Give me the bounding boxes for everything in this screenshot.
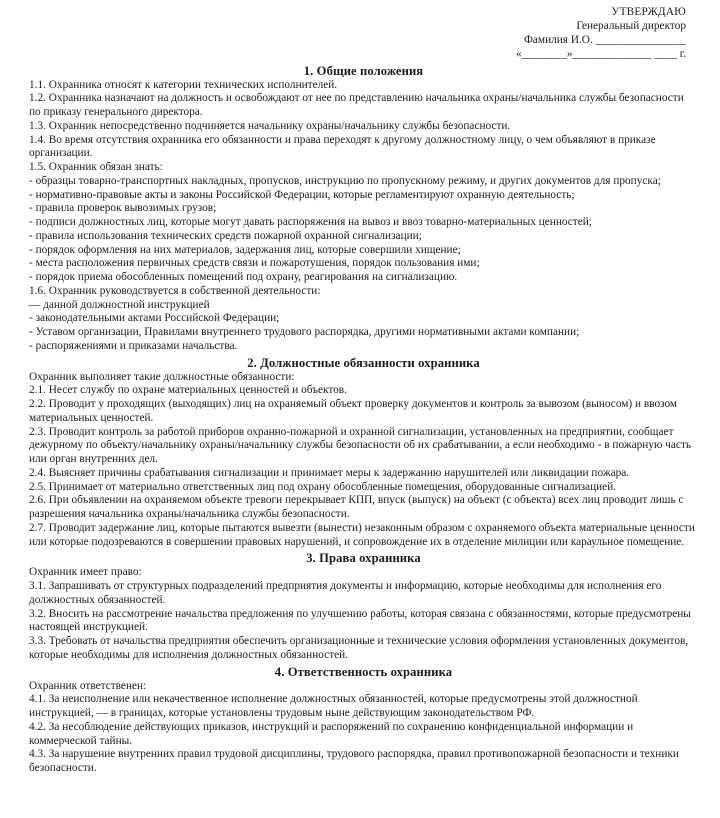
section-body-1 <box>29 79 698 354</box>
list-item: - правила использования технических средств пожарной охранной сигнализации; <box>29 229 422 242</box>
paragraph: 4.2. За несоблюдение действующих приказов, инструкций и распоряжений по сохранению конфиденциальной информации и коммерческой тайны. <box>29 720 634 747</box>
paragraph: 2.1. Несет службу по охране материальных ценностей и объектов. <box>29 384 347 397</box>
approval-position: Генеральный директор <box>576 19 686 32</box>
approval-title: УТВЕРЖДАЮ <box>611 6 686 18</box>
paragraph: 1.3. Охранник непосредственно подчиняется начальнику охраны/начальнику службы безопасности. <box>29 119 511 132</box>
list-item: - места расположения первичных средств связи и пожаротушения, порядок пользования ими; <box>29 257 480 270</box>
section-heading-1: 1. Общие положения <box>303 63 424 78</box>
paragraph: 4.3. За нарушение внутренних правил трудовой дисциплины, трудового распорядка, правил противопожарной безопасности и техники безопасности. <box>29 748 679 775</box>
paragraph: Охранник имеет право: <box>29 566 142 579</box>
list-item: - порядок оформления на них материалов, задержания лиц, которые совершили хищение; <box>29 243 461 256</box>
paragraph: 2.2. Проводит у проходящих (выходящих) лиц на охраняемый объект проверку документов и контроль за вывозом (выносом) и ввозом материальных ценностей. <box>29 398 678 424</box>
list-item: - порядок приема обособленных помещений под охрану, реагирования на сигнализацию. <box>29 271 458 284</box>
paragraph: 1.2. Охранника назначают на должность и освобождают от нее по представлению начальника охраны/начальника службы безопасности по приказу генерального директора. <box>29 92 684 119</box>
section-heading-2: 2. Должностные обязанности охранника <box>247 355 480 370</box>
section-body-3 <box>29 566 698 662</box>
paragraph: 1.1. Охранника относят к категории технических исполнителей. <box>29 78 338 91</box>
section-heading-3: 3. Права охранника <box>306 551 421 566</box>
list-item: - законодательными актами Российской Федерации; <box>29 312 280 325</box>
paragraph: 2.3. Проводит контроль за работой приборов охранно-пожарной и охранной сигнализации, установленных на предприятии, сообщает дежурному по объекту/начальнику охраны/начальнику службы безопасности об их срабатывании, а если необходимо - в пожарную часть или орган внутренних дел. <box>29 425 692 466</box>
list-item: - образцы товарно-транспортных накладных, пропусков, инструкцию по пропускному режиму, и других документов для пропуска; <box>29 174 661 187</box>
paragraph: 2.5. Принимает от материально ответственных лиц под охрану обособленные помещения, оборудованные сигнализацией. <box>29 480 617 493</box>
section-heading-4: 4. Ответственность охранника <box>274 664 453 679</box>
paragraph: 3.2. Вносить на рассмотрение начальства предложения по улучшению работы, которая связана с обязанностями, которые предусмотрены настоящей инструкцией. <box>29 607 691 634</box>
approval-date-line: «________»______________ ____ г. <box>516 47 686 60</box>
paragraph: 1.6. Охранник руководствуется в собственной деятельности: <box>29 284 321 297</box>
paragraph: 1.4. Во время отсутствия охранника его обязанности и права переходят к другому должностному лицу, о чем объявляют в приказе организации. <box>29 133 656 160</box>
list-item: - распоряжениями и приказами начальства. <box>29 339 238 352</box>
paragraph: 2.6. При объявлении на охраняемом объекте тревоги перекрывает КПП, впуск (выпуск) на объект (с объекта) всех лиц проводит лишь с разрешения начальника охраны/начальника службы безопасности. <box>29 494 684 521</box>
paragraph: Охранник выполняет такие должностные обязанности: <box>29 370 295 383</box>
paragraph: 2.7. Проводит задержание лиц, которые пытаются вывезти (вынести) незаконным образом с охраняемого объекта материальные ценности или которые подозреваются в совершении правовых нарушений, и сопровождение их в отделение милиции или караульное помещение. <box>29 521 695 548</box>
list-item: - нормативно-правовые акты и законы Российской Федерации, которые регламентируют охранную деятельность; <box>29 188 575 201</box>
paragraph: 3.1. Запрашивать от структурных подразделений предприятия документы и информацию, которые необходимы для исполнения его должностных обязанностей. <box>29 580 662 606</box>
paragraph: 2.4. Выясняет причины срабатывания сигнализации и принимает меры к задержанию нарушителей или ликвидации пожара. <box>29 466 630 479</box>
section-body-4 <box>29 680 698 776</box>
list-item: - правила проверок вывозимых грузов; <box>29 202 217 215</box>
section-body-2 <box>29 371 698 550</box>
list-item: — данной должностной инструкцией <box>29 298 210 311</box>
approval-block <box>29 6 698 62</box>
paragraph: 1.5. Охранник обязан знать: <box>29 161 163 174</box>
paragraph: 3.3. Требовать от начальства предприятия обеспечить организационные и технические условия оформления установленных документов, которые необходимы для исполнения должностных обязанностей. <box>29 635 689 661</box>
list-item: - подписи должностных лиц, которые могут давать распоряжения на вывоз и ввоз товарно-материальных ценностей; <box>29 216 592 229</box>
paragraph: Охранник ответственен: <box>29 679 147 692</box>
paragraph: 4.1. За неисполнение или некачественное исполнение должностных обязанностей, которые предусмотрены этой должностной инструкцией, — в границах, которые установлены трудовым ныне действующим законодательством РФ. <box>29 693 638 720</box>
approval-name-line: Фамилия И.О. ________________ <box>523 33 686 46</box>
list-item: - Уставом организации, Правилами внутреннего трудового распорядка, другими нормативными актами компании; <box>29 326 580 339</box>
